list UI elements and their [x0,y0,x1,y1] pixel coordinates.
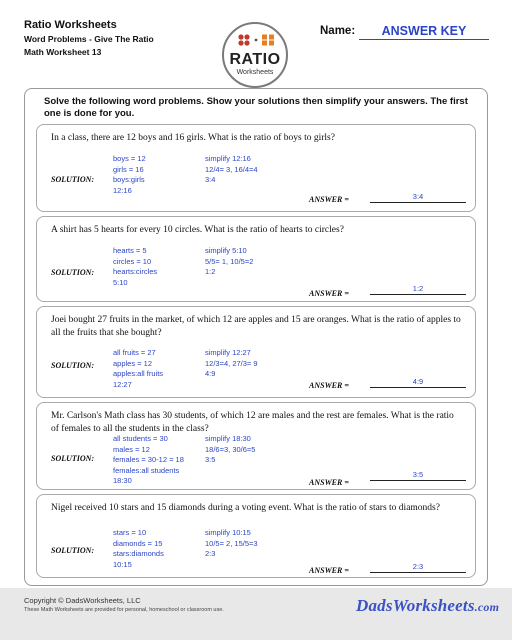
problem-question: Mr. Carlson's Math class has 30 students, of which 12 are males and the rest are females. What is the ratio of females to all the students in the class? [51,411,454,434]
work-line: hearts:circles [113,267,158,276]
work-line: boys:girls [113,175,145,184]
work-line: girls = 16 [113,164,144,174]
brand-tld: .com [474,600,500,614]
problem-question: Joei bought 27 fruits in the market, of which 12 are apples and 15 are oranges. What is the ratio of apples to all the fruits that she bought? [51,315,461,338]
problem-card-5 [36,494,476,578]
work-line: 12/4= 3, 16/4=4 [205,164,258,174]
problem-question: In a class, there are 12 boys and 16 girls. What is the ratio of boys to girls? [51,133,335,143]
answer-field: 1:2 [370,284,466,295]
logo-subword: Worksheets [236,69,274,76]
work-line: 10/5= 2, 15/5=3 [205,538,258,548]
work-line: boys = 12 [113,154,146,163]
answer-field: 4:9 [370,377,466,388]
usage-note: These Math Worksheets are provided for personal, homeschool or classroom use. [24,607,224,613]
solution-work-left [113,246,157,288]
ratio-dots-icon [236,33,276,47]
work-line: simplify 12:16 [205,154,251,163]
work-line: all fruits = 27 [113,348,156,357]
problem-card-3 [36,306,476,398]
work-line: 12/3=4, 27/3= 9 [205,358,258,368]
ratio-logo [222,22,288,88]
problem-question: Nigel received 10 stars and 15 diamonds during a voting event. What is the ratio of stars to diamonds? [51,503,440,513]
work-line: stars = 10 [113,528,147,537]
problem-card-1 [36,124,476,212]
answer-field: 2:3 [370,562,466,573]
work-line: 5/5= 1, 10/5=2 [205,256,254,266]
brand-logo [356,596,499,616]
answer-label: ANSWER = [309,289,349,298]
work-line: apples = 12 [113,358,152,368]
solution-label: SOLUTION: [51,175,95,184]
work-line: simplify 18:30 [205,434,251,443]
solution-work-left [113,434,184,487]
work-line: females = 30-12 = 18 [113,455,184,464]
work-line: 18/6=3, 30/6=5 [205,444,256,454]
work-line: 2:3 [205,549,216,558]
work-line: 18:30 [113,476,132,485]
work-line: 10:15 [113,559,132,569]
work-line: 3:4 [205,175,216,184]
instructions: Solve the following word problems. Show your solutions then simplify your answers. The first one is done for you. [44,96,468,119]
worksheet-number: Math Worksheet 13 [24,47,102,57]
solution-work-right [205,246,253,278]
answer-label: ANSWER = [309,478,349,487]
brand-name: DadsWorksheets [356,596,475,615]
solution-work-left [113,528,164,570]
solution-work-left [113,154,146,196]
worksheet-subtitle: Word Problems - Give The Ratio [24,34,154,44]
work-line: 3:5 [205,455,216,464]
answer-label: ANSWER = [309,566,349,575]
work-line: simplify 12:27 [205,348,251,357]
work-line: 1:2 [205,267,216,276]
solution-work-left [113,348,163,390]
answer-field: 3:5 [370,470,466,481]
work-line: all students = 30 [113,434,168,443]
solution-work-right [205,154,258,186]
problem-card-4 [36,402,476,490]
worksheet-title: Ratio Worksheets [24,19,117,31]
work-line: 4:9 [205,369,216,378]
work-line: males = 12 [113,444,150,454]
answer-label: ANSWER = [309,195,349,204]
work-line: 12:27 [113,379,132,389]
work-line: hearts = 5 [113,246,147,255]
name-field: ANSWER KEY [359,24,489,40]
solution-work-right [205,348,258,380]
answer-label: ANSWER = [309,381,349,390]
solution-label: SOLUTION: [51,361,95,370]
work-line: females:all students [113,465,180,475]
solution-work-right [205,434,255,466]
copyright: Copyright © DadsWorksheets, LLC [24,596,141,605]
logo-word: RATIO [229,51,281,68]
work-line: 5:10 [113,277,128,287]
worksheet-header [24,18,154,59]
work-line: diamonds = 15 [113,538,163,548]
solution-label: SOLUTION: [51,268,95,277]
name-label: Name: [320,25,356,37]
problem-question: A shirt has 5 hearts for every 10 circles. What is the ratio of hearts to circles? [51,225,344,235]
work-line: 12:16 [113,185,132,195]
work-line: simplify 5:10 [205,246,247,255]
problem-card-2 [36,216,476,302]
work-line: apples:all fruits [113,369,164,378]
answer-field: 3:4 [370,192,466,203]
solution-label: SOLUTION: [51,454,95,463]
work-line: stars:diamonds [113,549,164,558]
work-line: circles = 10 [113,256,152,266]
solution-work-right [205,528,258,560]
solution-label: SOLUTION: [51,546,95,555]
work-line: simplify 10:15 [205,528,251,537]
